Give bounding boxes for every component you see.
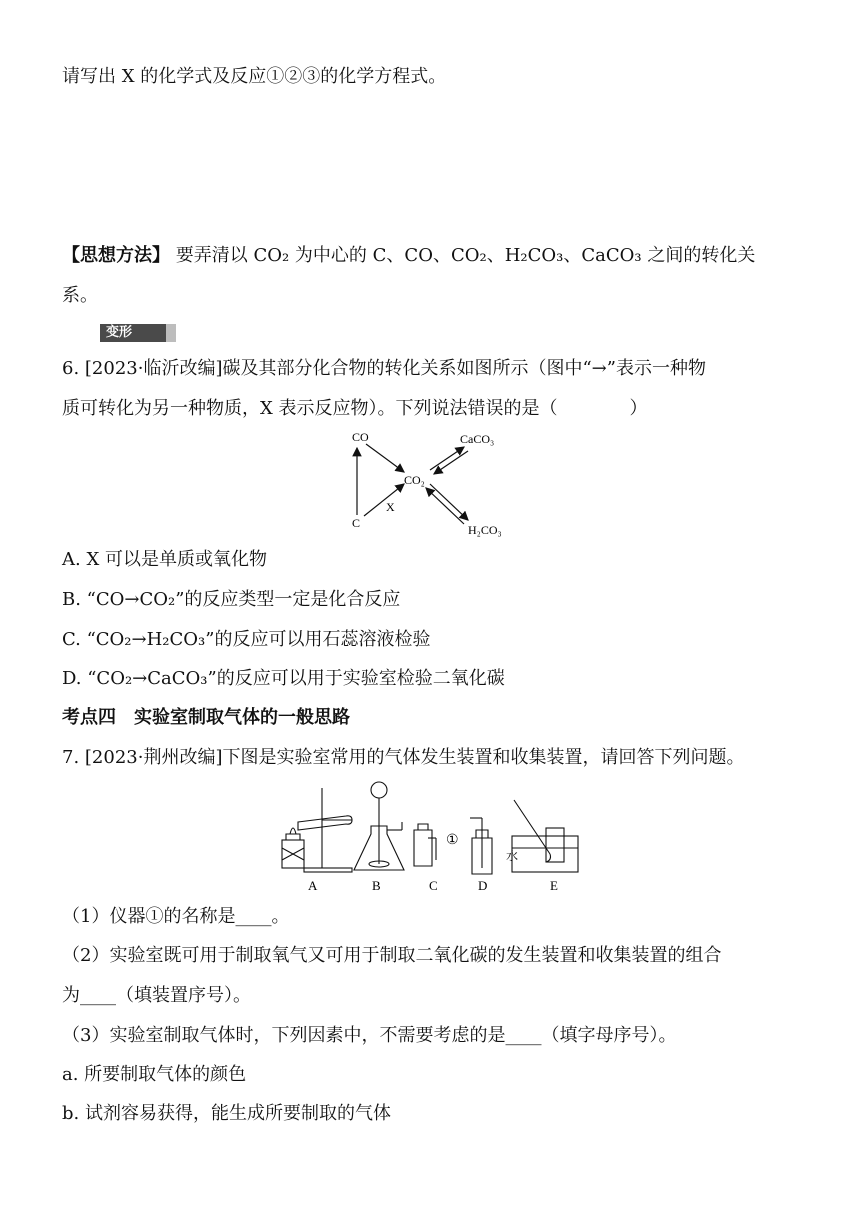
q7-sub2-line1: （2）实验室既可用于制取氧气又可用于制取二氧化碳的发生装置和收集装置的组合 [62, 945, 722, 966]
arrow-caco3-co2 [434, 451, 468, 474]
node-x: X [386, 500, 395, 514]
arrow-h2co3-co2 [426, 488, 464, 524]
label-d: D [478, 878, 488, 893]
arrow-co2-h2co3 [430, 484, 468, 520]
q7-sub3: （3）实验室制取气体时，下列因素中，不需要考虑的是____（填字母序号）。 [62, 1025, 677, 1046]
q6-option-b: B. “CO→CO₂”的反应类型一定是化合反应 [62, 589, 401, 610]
node-caco3: CaCO₃ [460, 432, 495, 446]
apparatus-figure [268, 778, 592, 896]
q6-stem-1: 6. [2023·临沂改编]碳及其部分化合物的转化关系如图所示（图中“→”表示一种物 [62, 358, 706, 379]
method-text-2: 系。 [62, 285, 98, 306]
q6-option-d: D. “CO₂→CaCO₃”的反应可以用于实验室检验二氧化碳 [62, 668, 505, 689]
node-co2: CO₂ [404, 473, 425, 487]
arrow-c-co2 [364, 484, 404, 516]
q7-stem: 7. [2023·荆州改编]下图是实验室常用的气体发生装置和收集装置，请回答下列问题。 [62, 747, 745, 768]
label-a: A [308, 878, 318, 893]
intro-prompt: 请写出 X 的化学式及反应①②③的化学方程式。 [62, 66, 447, 87]
node-h2co3: H₂CO₃ [468, 523, 502, 537]
q6-option-a: A. X 可以是单质或氧化物 [62, 549, 267, 570]
section4-title: 考点四 实验室制取气体的一般思路 [62, 707, 350, 728]
node-co: CO [352, 430, 369, 444]
q7-sub2-line2: 为____（填装置序号）。 [62, 985, 251, 1006]
q7-choice-a: a. 所要制取气体的颜色 [62, 1064, 247, 1085]
marker-1: ① [446, 833, 459, 848]
label-b: B [372, 878, 381, 893]
q7-choice-b: b. 试剂容易获得，能生成所要制取的气体 [62, 1103, 391, 1124]
method-text-1: 要弄清以 CO₂ 为中心的 C、CO、CO₂、H₂CO₃、CaCO₃ 之间的转化关 [175, 245, 756, 266]
method-label: 【思想方法】 [62, 245, 170, 266]
carbon-conversion-diagram [340, 428, 530, 540]
water-label: 水 [506, 849, 519, 863]
method-line-1 [62, 244, 755, 268]
arrow-co2-caco3 [430, 447, 464, 470]
label-c: C [429, 878, 438, 893]
node-c: C [352, 516, 361, 530]
variant-tag: 变形 [100, 324, 166, 342]
label-e: E [550, 878, 558, 893]
q7-sub1: （1）仪器①的名称是____。 [62, 906, 290, 927]
q6-option-c: C. “CO₂→H₂CO₃”的反应可以用石蕊溶液检验 [62, 629, 431, 650]
q6-stem-2: 质可转化为另一种物质，X 表示反应物）。下列说法错误的是（ ） [62, 398, 648, 419]
arrow-co-co2 [366, 444, 404, 472]
